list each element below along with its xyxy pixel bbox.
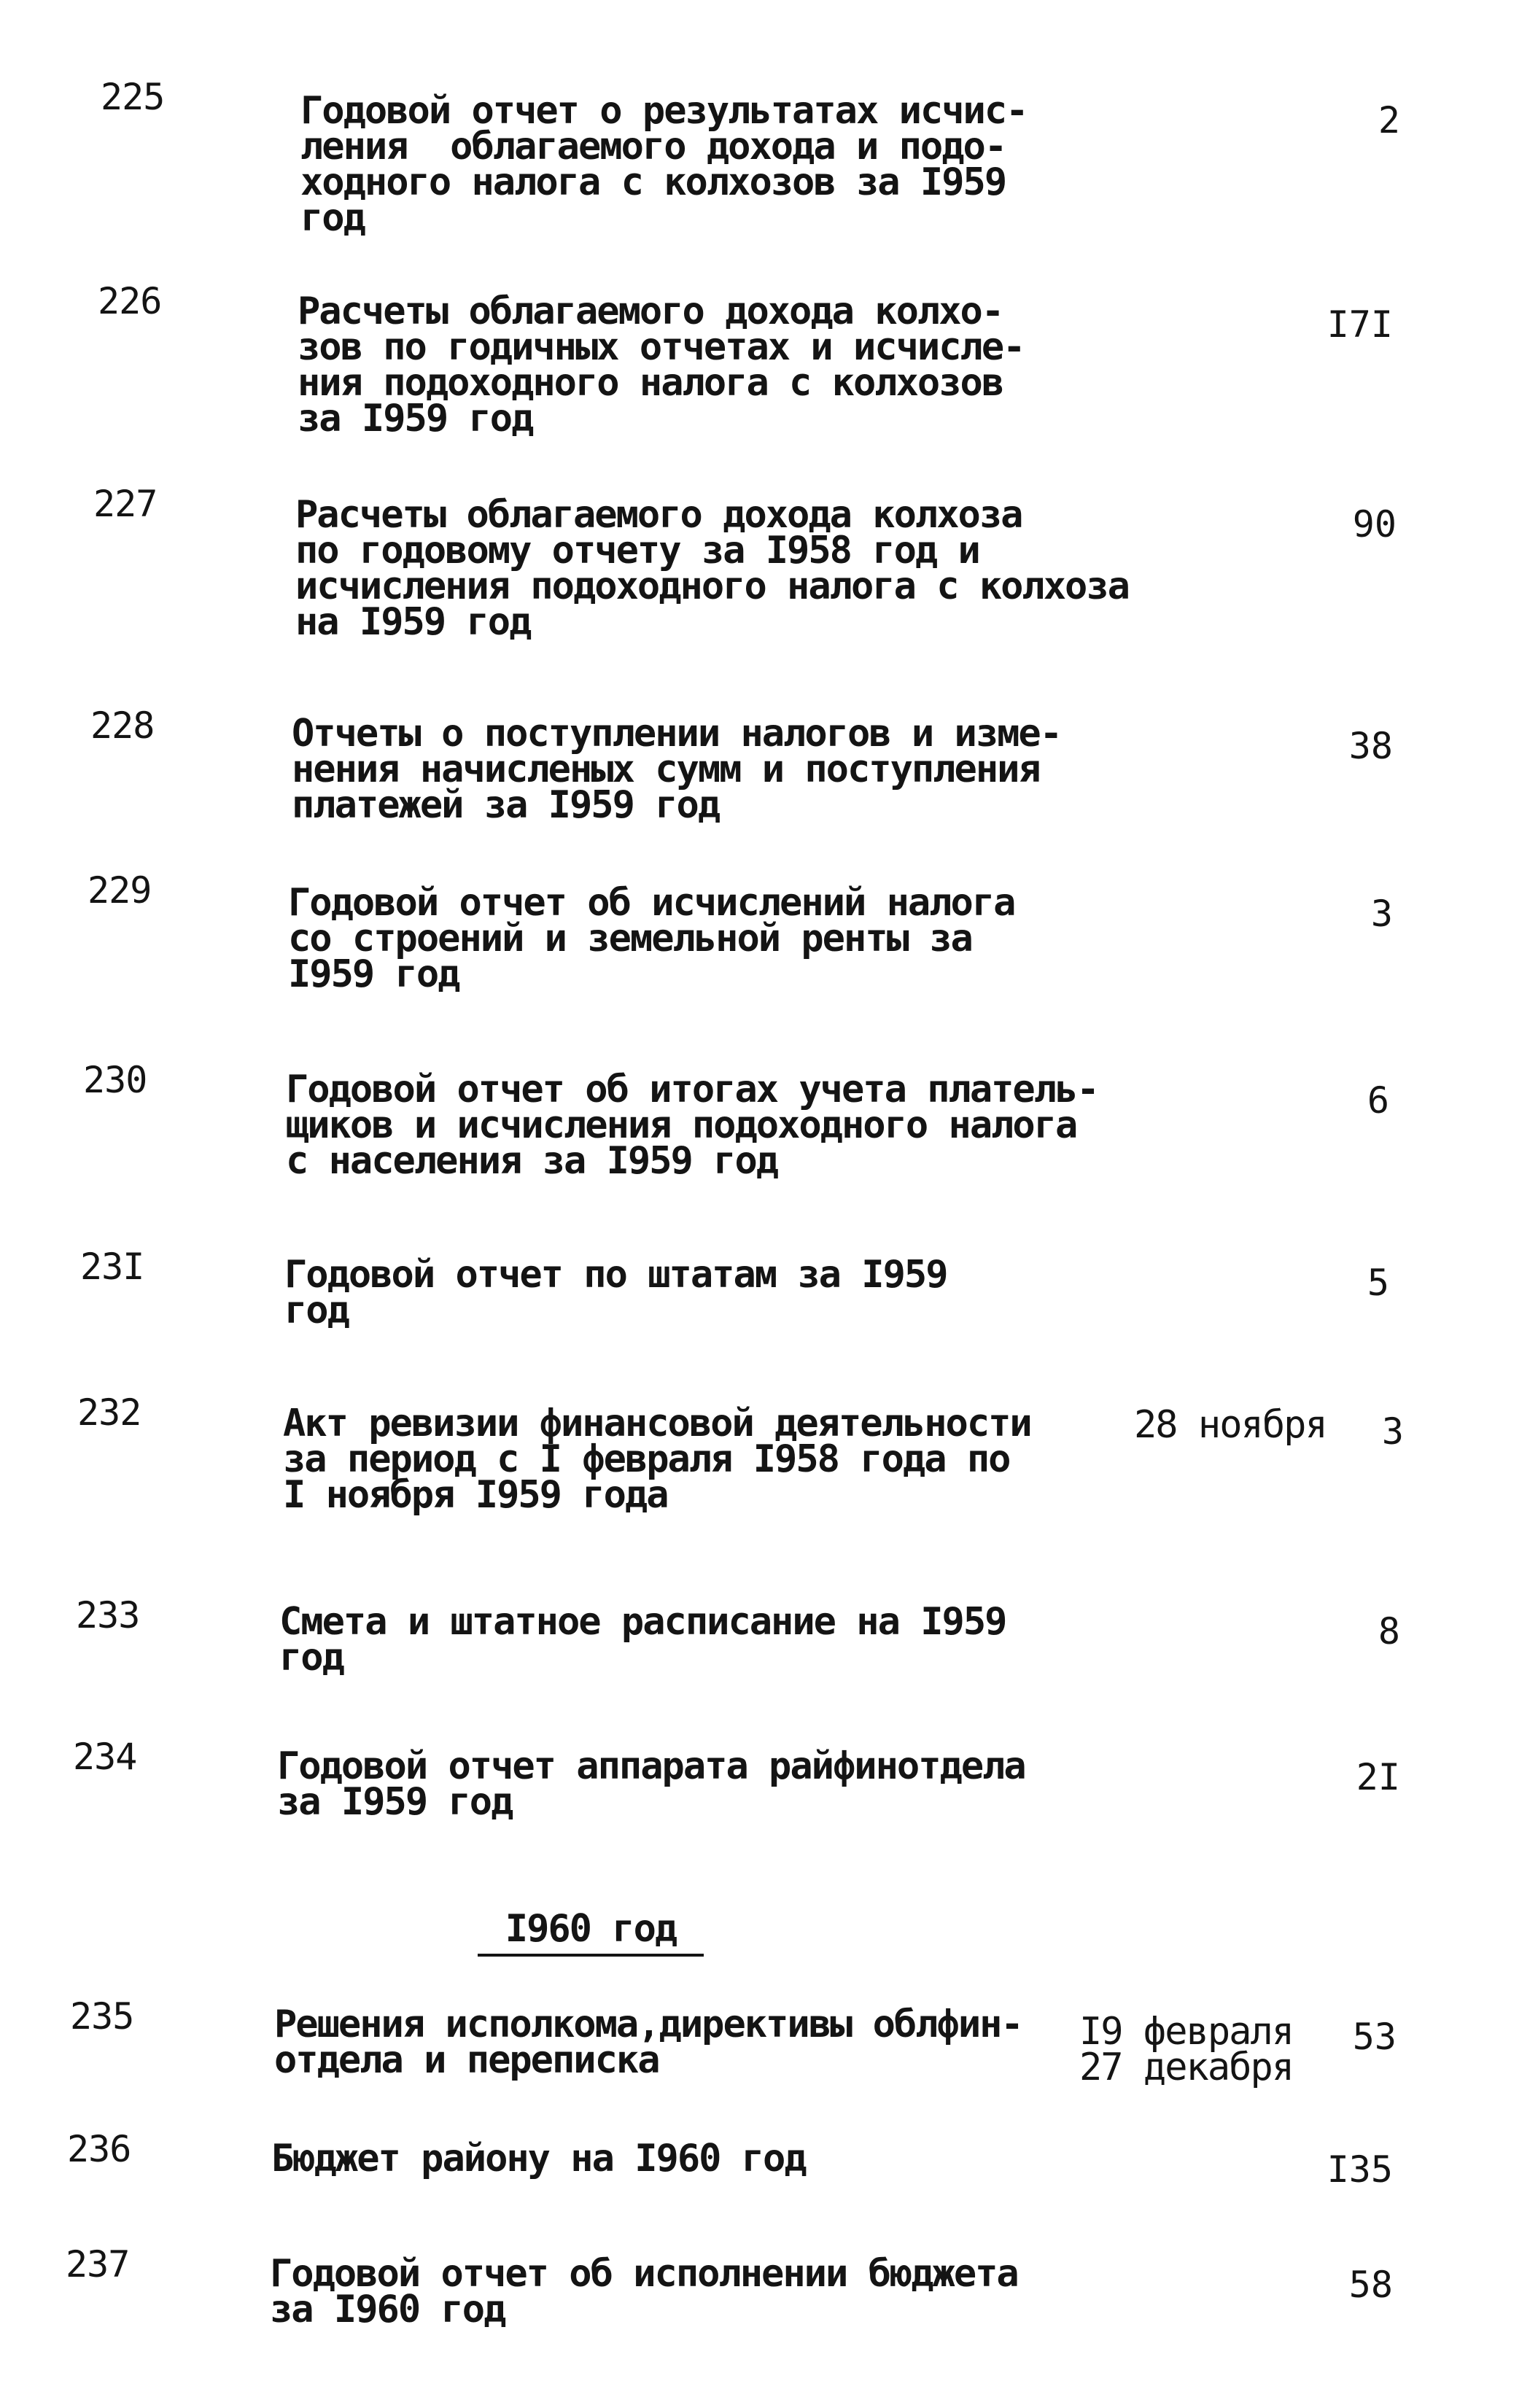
entry-title: Решения исполкома,директивы облфин- отдела и переписка bbox=[274, 2003, 1022, 2082]
entry-title: Расчеты облагаемого дохода колхо- зов по годичных отчетах и исчисле- ния подоходного налога с колхозов за I959 год bbox=[298, 290, 1025, 440]
entry-page-count: 58 bbox=[1348, 2264, 1393, 2306]
entry-title: Годовой отчет по штатам за I959 год bbox=[284, 1253, 947, 1332]
entry-number: 227 bbox=[93, 483, 158, 525]
entry-page-count: 8 bbox=[1378, 1610, 1400, 1652]
entry-date-range: I9 февраля 27 декабря bbox=[1079, 2010, 1294, 2089]
entry-number: 234 bbox=[73, 1736, 137, 1778]
entry-number: 229 bbox=[88, 869, 152, 912]
entry-number: 235 bbox=[70, 1995, 134, 2038]
entry-page-count: 2I bbox=[1356, 1756, 1400, 1798]
entry-page-count: I7I bbox=[1327, 303, 1393, 346]
entry-title: Бюджет району на I960 год bbox=[271, 2137, 806, 2180]
entry-page-count: I35 bbox=[1327, 2148, 1393, 2191]
entry-title: Годовой отчет об исполнении бюджета за I960 год bbox=[270, 2252, 1018, 2331]
entry-title: Годовой отчет аппарата райфинотдела за I959 год bbox=[277, 1744, 1025, 1824]
entry-page-count: 6 bbox=[1367, 1079, 1389, 1122]
entry-page-count: 38 bbox=[1348, 725, 1393, 767]
entry-title: Годовой отчет об исчислений налога со строений и земельной ренты за I959 год bbox=[288, 881, 1015, 996]
entry-number: 230 bbox=[83, 1059, 147, 1101]
entry-number: 23I bbox=[80, 1246, 144, 1288]
entry-title: Акт ревизии финансовой деятельности за период с I февраля I958 года по I ноября I959 года bbox=[283, 1402, 1031, 1517]
entry-page-count: 53 bbox=[1352, 2016, 1397, 2058]
entry-page-count: 90 bbox=[1352, 503, 1397, 545]
entry-number: 233 bbox=[76, 1594, 140, 1636]
entry-title: Годовой отчет об итогах учета платель- щиков и исчисления подоходного налога с населения за I959 год bbox=[286, 1068, 1098, 1183]
section-heading-1960: I960 год bbox=[478, 1907, 704, 1957]
entry-number: 228 bbox=[90, 704, 155, 747]
entry-title: Смета и штатное расписание на I959 год bbox=[279, 1600, 1006, 1679]
entry-date-range: 28 ноября bbox=[1134, 1403, 1327, 1447]
entry-page-count: 2 bbox=[1378, 99, 1400, 141]
entry-number: 232 bbox=[77, 1391, 141, 1434]
entry-number: 237 bbox=[66, 2243, 130, 2285]
entry-page-count: 5 bbox=[1367, 1262, 1389, 1304]
entry-title: Расчеты облагаемого дохода колхоза по годовому отчету за I958 год и исчисления подоходного налога с колхоза на I959 год bbox=[295, 493, 1129, 644]
entry-number: 236 bbox=[67, 2128, 131, 2170]
entry-title: Отчеты о поступлении налогов и изме- нения начисленых сумм и поступления платежей за I959 год bbox=[292, 712, 1062, 827]
entry-number: 225 bbox=[101, 76, 165, 118]
entry-title: Годовой отчет о результатах исчис- ления облагаемого дохода и подо- ходного налога с колхозов за I959 год bbox=[300, 89, 1028, 240]
entry-page-count: 3 bbox=[1370, 893, 1393, 935]
entry-page-count: 3 bbox=[1381, 1410, 1404, 1453]
entry-number: 226 bbox=[98, 280, 162, 322]
